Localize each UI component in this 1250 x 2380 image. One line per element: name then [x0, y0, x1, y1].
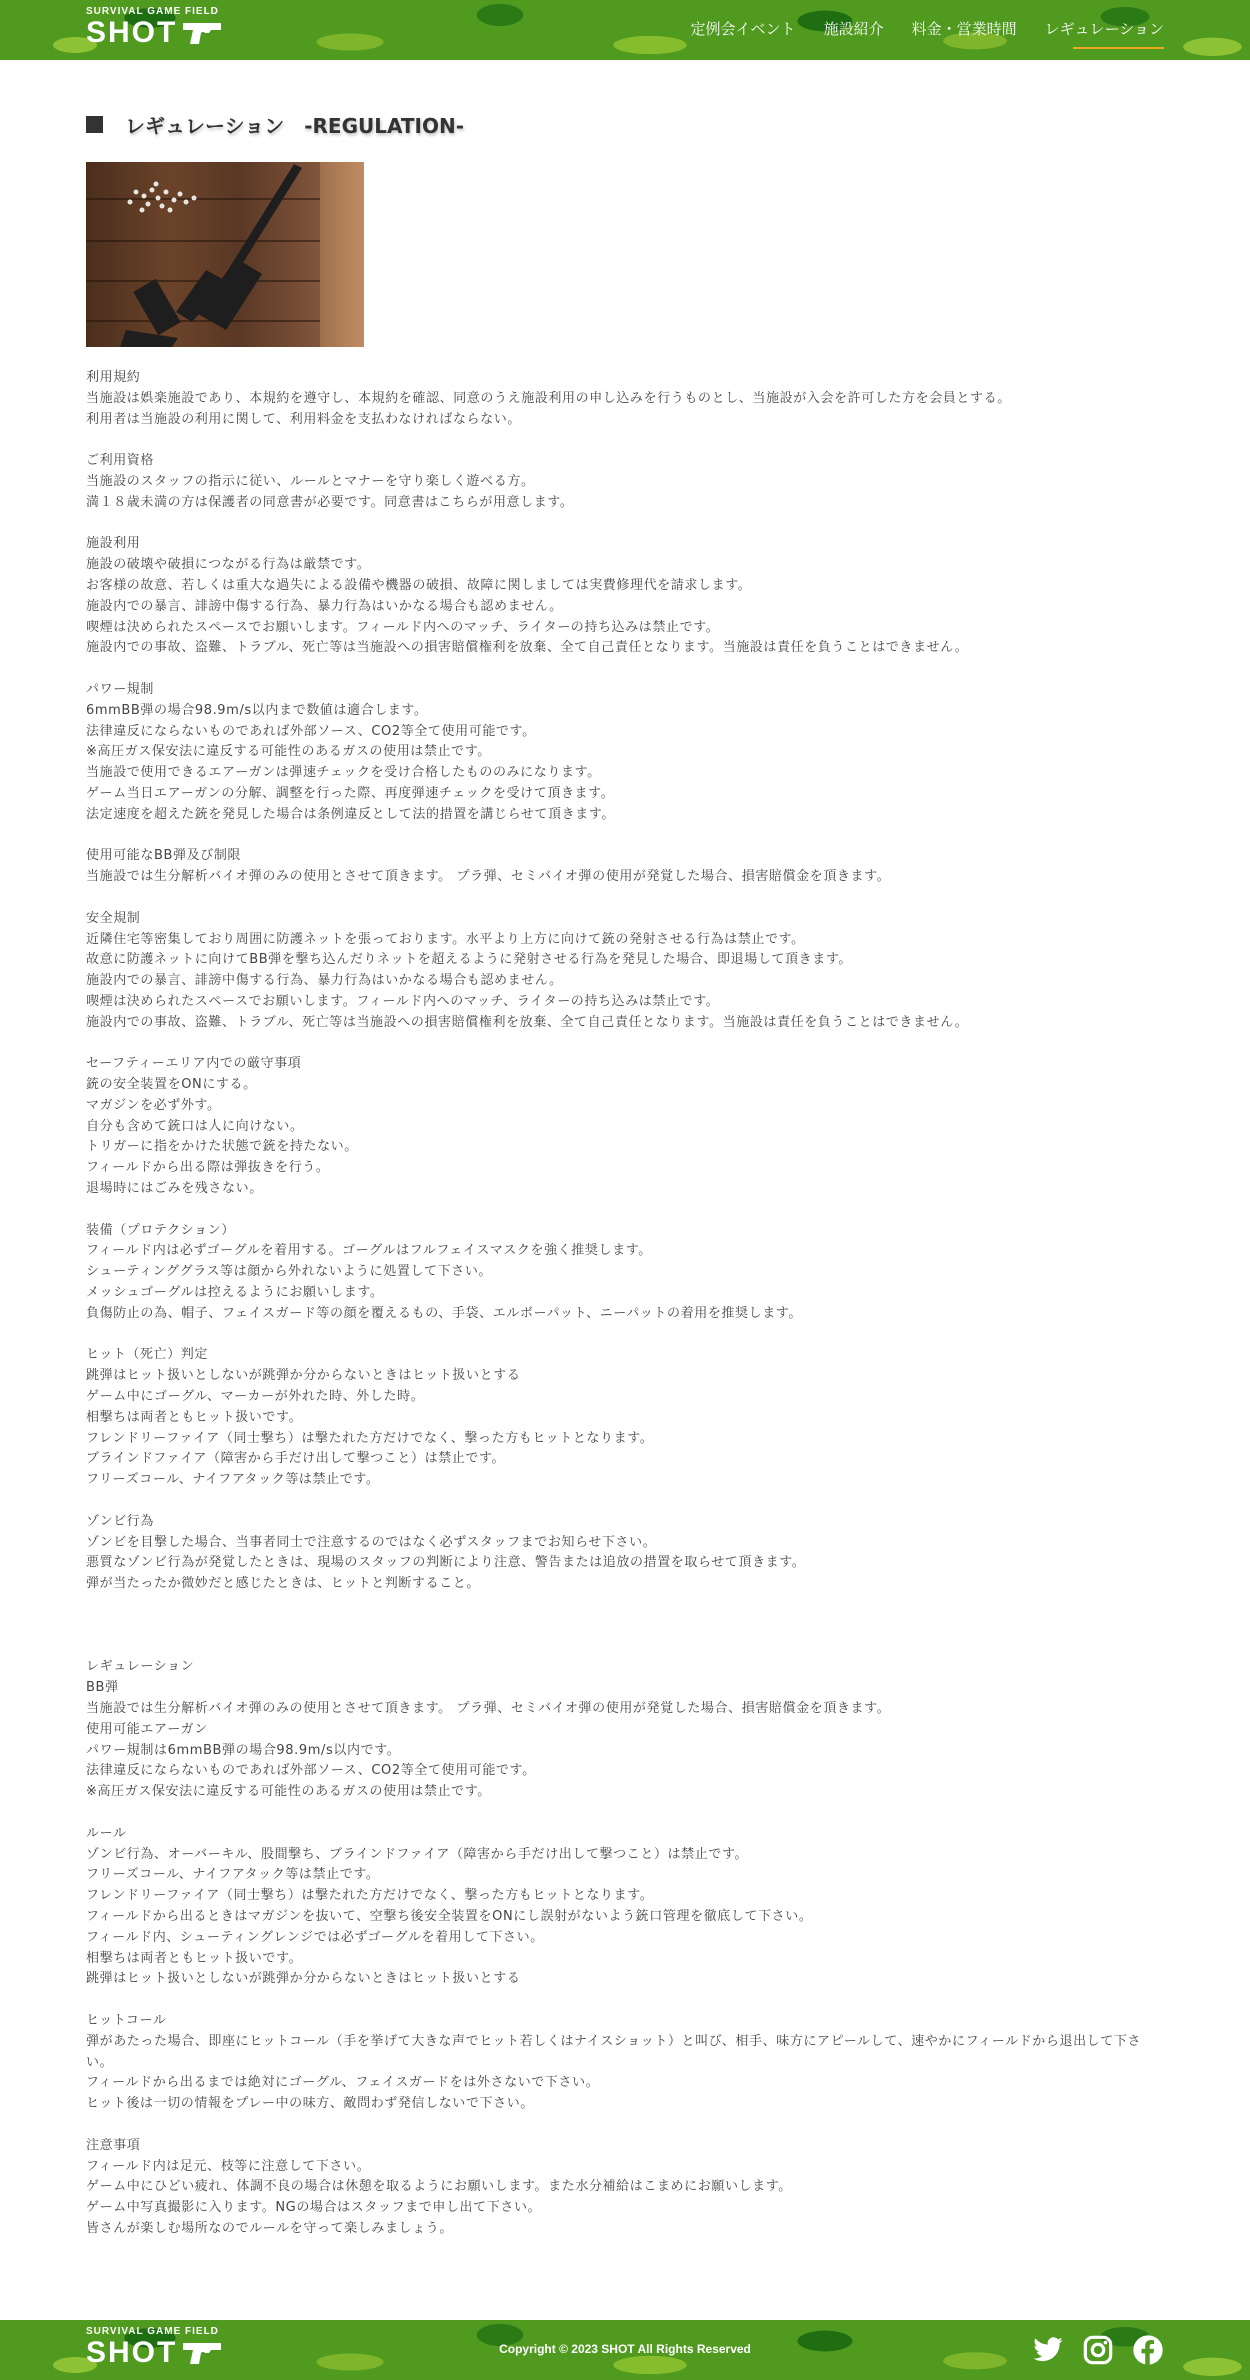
- logo-wordmark: SHOT: [86, 16, 178, 49]
- airsoft-rifle-icon: [86, 162, 364, 347]
- section-line: 相撃ちは両者ともヒット扱いです。: [86, 1950, 303, 1966]
- section-line: ブラインドファイア（障害から手だけ出して撃つこと）は禁止です。: [86, 1451, 506, 1467]
- section-line: フレンドリーファイア（同士撃ち）は撃たれた方だけでなく、撃った方もヒットとなります。: [86, 1430, 654, 1446]
- section-line: フィールドから出る際は弾抜きを行う。: [86, 1160, 330, 1176]
- section-line: 使用可能エアーガン: [86, 1721, 208, 1737]
- regulation-section: [86, 2136, 1166, 2240]
- main-nav: [691, 18, 1164, 45]
- pistol-icon: [181, 20, 223, 46]
- section-line: 喫煙は決められたスペースでお願いします。フィールド内へのマッチ、ライターの持ち込みは禁止です。: [86, 993, 720, 1009]
- section-line: フィールド内は足元、枝等に注意して下さい。: [86, 2158, 371, 2174]
- section-heading: 施設利用: [86, 536, 141, 552]
- section-line: 当施設で使用できるエアーガンは弾速チェックを受け合格したもののみになります。: [86, 765, 601, 781]
- section-line: マガジンを必ず外す。: [86, 1097, 221, 1113]
- section-heading: ヒットコール: [86, 2012, 167, 2028]
- nav-item-3[interactable]: 料金・営業時間: [911, 20, 1017, 38]
- section-heading: セーフティーエリア内での厳守事項: [86, 1056, 302, 1072]
- site-footer: [0, 2320, 1250, 2380]
- section-line: 弾が当たったか微妙だと感じたときは、ヒットと判断すること。: [86, 1576, 481, 1592]
- section-line: 利用者は当施設の利用に関して、利用料金を支払わなければならない。: [86, 411, 521, 427]
- regulation-section: [86, 534, 1166, 659]
- section-line: 皆さんが楽しむ場所なのでルールを守って楽しみましょう。: [86, 2220, 453, 2236]
- section-line: 喫煙は決められたスペースでお願いします。フィールド内へのマッチ、ライターの持ち込みは禁止です。: [86, 619, 720, 635]
- regulation-section: [86, 1824, 1166, 1990]
- section-line: 弾があたった場合、即座にヒットコール（手を挙げて大きな声でヒット若しくはナイスショット）と叫び、相手、味方にアピールして、速やかにフィールドから退出して下さい。: [86, 2033, 1142, 2070]
- section-line: 法律違反にならないものであれば外部ソース、CO2等全て使用可能です。: [86, 1763, 536, 1779]
- copyright-text: Copyright © 2023 SHOT All Rights Reserved: [499, 2342, 751, 2356]
- section-line: 施設内での暴言、誹謗中傷する行為、暴力行為はいかなる場合も認めません。: [86, 598, 563, 614]
- section-line: フィールドから出るまでは絶対にゴーグル、フェイスガードをは外さないで下さい。: [86, 2075, 600, 2091]
- section-line: BB弾: [86, 1680, 119, 1696]
- section-heading: 利用規約: [86, 370, 141, 385]
- footer-logo-tagline: SURVIVAL GAME FIELD: [86, 2326, 219, 2337]
- section-heading: ご利用資格: [86, 453, 155, 469]
- regulation-section: [86, 451, 1166, 513]
- section-line: メッシュゴーグルは控えるようにお願いします。: [86, 1285, 384, 1301]
- section-line: 当施設は娯楽施設であり、本規約を遵守し、本規約を確認、同意のうえ施設利用の申し込みを行うものとし、当施設が入会を許可した方を会員とする。: [86, 390, 1011, 406]
- section-line: 満１８歳未満の方は保護者の同意書が必要です。同意書はこちらが用意します。: [86, 494, 574, 510]
- section-line: ゲーム中にゴーグル、マーカーが外れた時、外した時。: [86, 1389, 425, 1405]
- nav-item-2[interactable]: 施設紹介: [823, 20, 884, 38]
- regulation-section: [86, 680, 1166, 826]
- section-line: 銃の安全装置をONにする。: [86, 1077, 257, 1093]
- section-line: ※高圧ガス保安法に違反する可能性のあるガスの使用は禁止です。: [86, 744, 491, 760]
- nav-item-1[interactable]: 定例会イベント: [690, 20, 796, 38]
- regulation-section: [86, 368, 1166, 430]
- hero-image-rifle-on-wood: [86, 162, 364, 347]
- social-links: [1032, 2334, 1164, 2366]
- facebook-icon[interactable]: [1132, 2334, 1164, 2366]
- section-heading: 装備（プロテクション）: [86, 1222, 235, 1238]
- section-heading: ルール: [86, 1825, 127, 1841]
- section-line: トリガーに指をかけた状態で銃を持たない。: [86, 1139, 358, 1155]
- section-heading: パワー規制: [86, 681, 155, 697]
- section-line: 当施設では生分解析バイオ弾のみの使用とさせて頂きます。 プラ弾、セミバイオ弾の使用が発覚した場合、損害賠償金を頂きます。: [86, 869, 891, 885]
- section-line: ゲーム当日エアーガンの分解、調整を行った際、再度弾速チェックを受けて頂きます。: [86, 785, 615, 801]
- twitter-icon[interactable]: [1032, 2334, 1064, 2366]
- section-line: 法律違反にならないものであれば外部ソース、CO2等全て使用可能です。: [86, 723, 536, 739]
- section-line: 退場時にはごみを残さない。: [86, 1181, 263, 1197]
- section-line: パワー規制は6mmBB弾の場合98.9m/s以内です。: [86, 1742, 401, 1758]
- section-heading: 使用可能なBB弾及び制限: [86, 848, 242, 864]
- regulation-section: [86, 1345, 1166, 1491]
- site-header: [0, 0, 1250, 60]
- section-line: 施設内での事故、盗難、トラブル、死亡等は当施設への損害賠償権利を放棄、全て自己責任となります。当施設は責任を負うことはできません。: [86, 640, 969, 656]
- regulation-section: [86, 1512, 1166, 1595]
- logo-tagline: SURVIVAL GAME FIELD: [86, 6, 219, 17]
- section-line: フィールド内、シューティングレンジでは必ずゴーグルを着用して下さい。: [86, 1929, 544, 1945]
- section-line: フレンドリーファイア（同士撃ち）は撃たれた方だけでなく、撃った方もヒットとなります。: [86, 1888, 654, 1904]
- section-line: 当施設のスタッフの指示に従い、ルールとマナーを守り楽しく遊べる方。: [86, 473, 535, 489]
- section-line: お客様の故意、若しくは重大な過失による設備や機器の破損、故障に関しましては実費修理代を請求します。: [86, 577, 752, 593]
- section-line: ゾンビ行為、オーバーキル、股間撃ち、ブラインドファイア（障害から手だけ出して撃つこと）は禁止です。: [86, 1846, 749, 1862]
- section-line: 故意に防護ネットに向けてBB弾を撃ち込んだりネットを超えるように発射させる行為を発見した場合、即退場して頂きます。: [86, 952, 852, 968]
- section-line: 自分も含めて銃口は人に向けない。: [86, 1118, 304, 1134]
- section-heading: ヒット（死亡）判定: [86, 1347, 209, 1363]
- section-line: 施設内での事故、盗難、トラブル、死亡等は当施設への損害賠償権利を放棄、全て自己責任となります。当施設は責任を負うことはできません。: [86, 1014, 969, 1030]
- section-line: フィールド内は必ずゴーグルを着用する。ゴーグルはフルフェイスマスクを強く推奨します。: [86, 1243, 652, 1259]
- title-square-icon: [86, 116, 103, 133]
- nav-item-4[interactable]: レギュレーション: [1045, 18, 1164, 45]
- page-title-text: レギュレーション -REGULATION-: [125, 114, 465, 138]
- footer-logo-wordmark: SHOT: [86, 2336, 178, 2369]
- regulation-section: [86, 846, 1166, 888]
- regulation-section: [86, 909, 1166, 1034]
- section-line: 近隣住宅等密集しており周囲に防護ネットを張っております。水平より上方に向けて銃の発射させる行為は禁止です。: [86, 931, 805, 947]
- section-line: フリーズコール、ナイフアタック等は禁止です。: [86, 1472, 380, 1488]
- section-line: 施設内での暴言、誹謗中傷する行為、暴力行為はいかなる場合も認めません。: [86, 973, 563, 989]
- section-line: シューティンググラス等は顔から外れないように処置して下さい。: [86, 1264, 493, 1280]
- section-heading: 注意事項: [86, 2137, 141, 2153]
- instagram-icon[interactable]: [1082, 2334, 1114, 2366]
- regulation-section: [86, 1221, 1166, 1325]
- section-line: ゲーム中写真撮影に入ります。NGの場合はスタッフまで申し出て下さい。: [86, 2200, 542, 2216]
- section-line: ゾンビを目撃した場合、当事者同士で注意するのではなく必ずスタッフまでお知らせ下さい。: [86, 1534, 657, 1550]
- section-line: 相撃ちは両者ともヒット扱いです。: [86, 1409, 303, 1425]
- section-line: 跳弾はヒット扱いとしないが跳弾か分からないときはヒット扱いとする: [86, 1971, 521, 1987]
- section-line: 当施設では生分解析バイオ弾のみの使用とさせて頂きます。 プラ弾、セミバイオ弾の使用が発覚した場合、損害賠償金を頂きます。: [86, 1701, 891, 1716]
- section-line: フィールドから出るときはマガジンを抜いて、空撃ち後安全装置をONにし誤射がないよう銃口管理を徹底して下さい。: [86, 1908, 813, 1924]
- section-line: 負傷防止の為、帽子、フェイスガード等の顔を覆えるもの、手袋、エルボーパット、ニーパットの着用を推奨します。: [86, 1305, 802, 1321]
- regulation-section: [86, 1657, 1166, 1803]
- section-line: ヒット後は一切の情報をプレー中の味方、敵問わず発信しないで下さい。: [86, 2096, 534, 2112]
- section-heading: ゾンビ行為: [86, 1513, 155, 1529]
- section-line: ※高圧ガス保安法に違反する可能性のあるガスの使用は禁止です。: [86, 1784, 491, 1800]
- section-line: 施設の破壊や破損につながる行為は厳禁です。: [86, 557, 371, 573]
- section-heading: レギュレーション: [86, 1659, 195, 1675]
- section-line: 悪質なゾンビ行為が発覚したときは、現場のスタッフの判断により注意、警告または追放の措置を取らせて頂きます。: [86, 1555, 806, 1571]
- section-line: ゲーム中にひどい疲れ、体調不良の場合は休憩を取るようにお願いします。また水分補給はこまめにお願いします。: [86, 2179, 792, 2195]
- section-line: 跳弾はヒット扱いとしないが跳弾か分からないときはヒット扱いとする: [86, 1368, 521, 1384]
- section-line: 法定速度を超えた銃を発見した場合は条例違反として法的措置を講じらせて頂きます。: [86, 806, 615, 822]
- section-heading: 安全規制: [86, 910, 141, 926]
- section-line: 6mmBB弾の場合98.9m/s以内まで数値は適合します。: [86, 702, 428, 718]
- page-title: [86, 110, 464, 139]
- regulation-section: [86, 1054, 1166, 1200]
- regulation-section: [86, 2011, 1166, 2115]
- regulation-content: [86, 368, 1166, 2261]
- site-logo[interactable]: [86, 6, 266, 48]
- section-line: フリーズコール、ナイフアタック等は禁止です。: [86, 1867, 380, 1883]
